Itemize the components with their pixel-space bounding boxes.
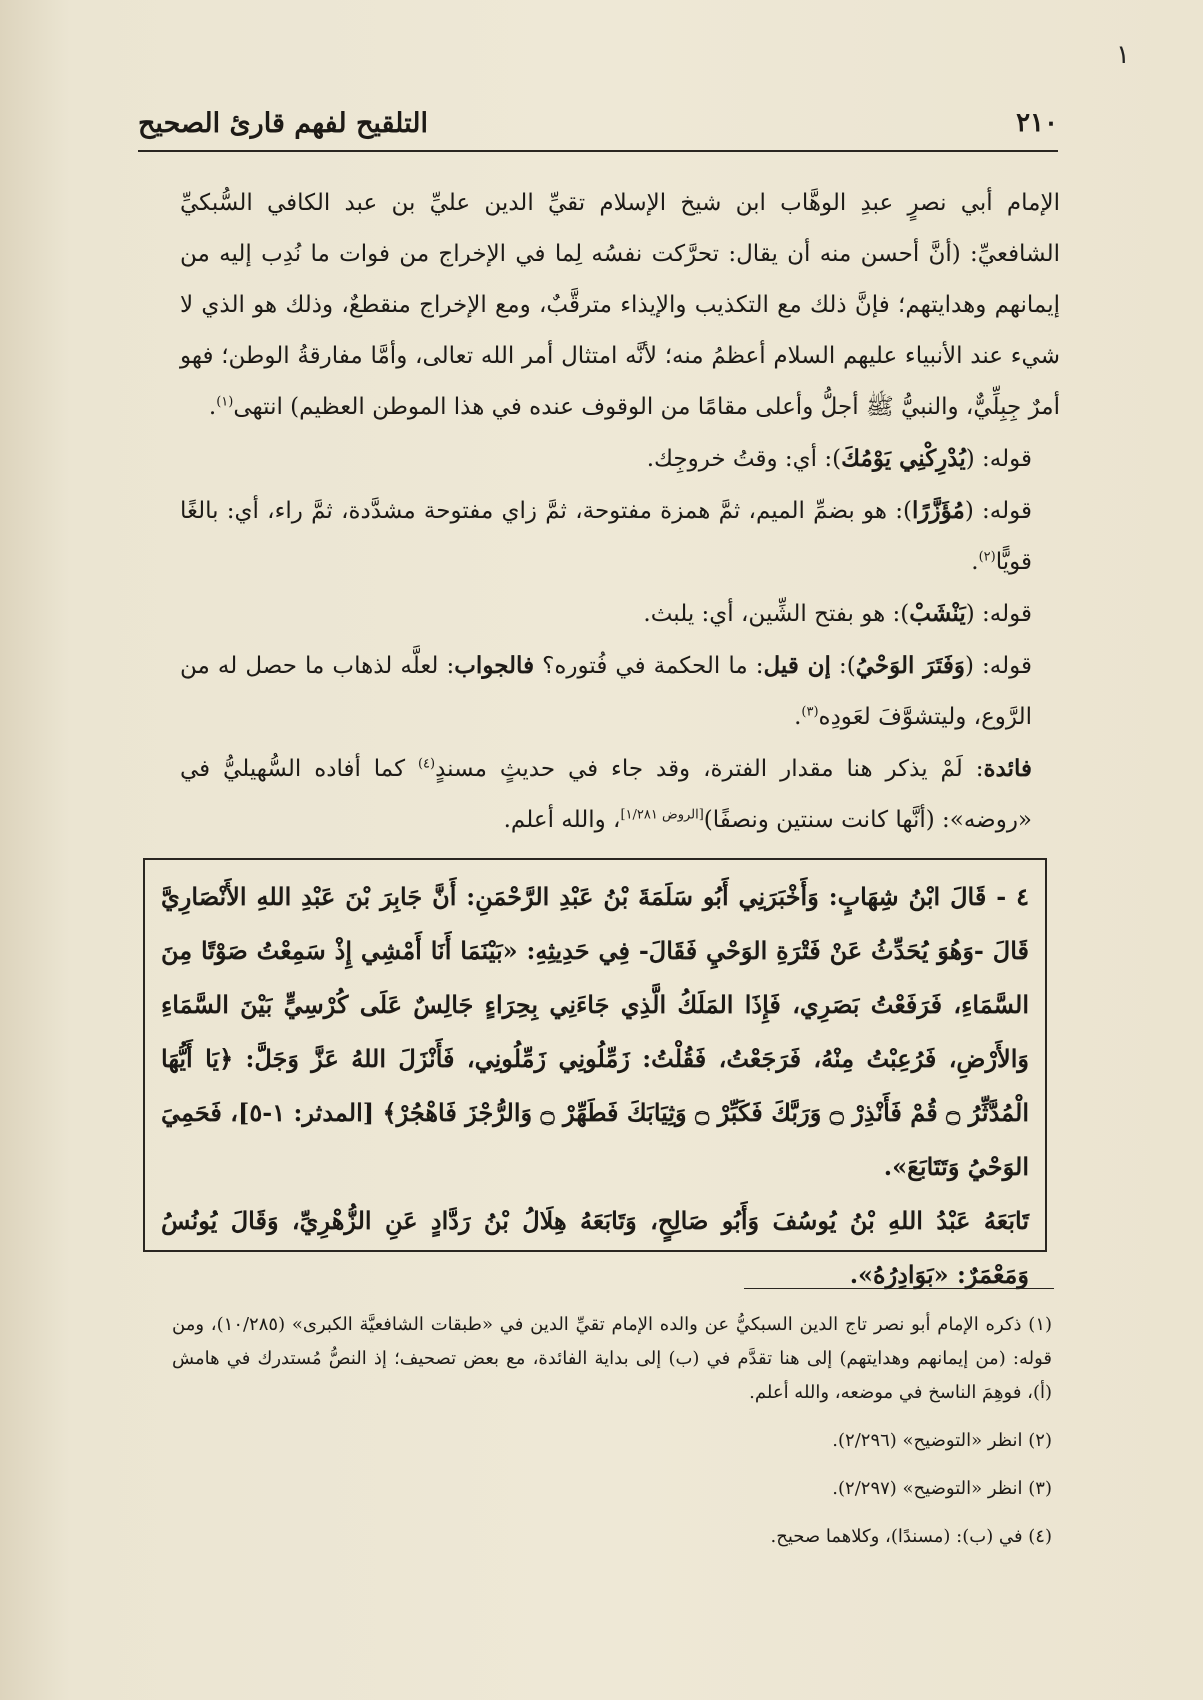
footnote: (١) ذكره الإمام أبو نصر تاج الدين السبكيُّ عن والده الإمام تقيِّ الدين في «طبقات الشافعيَّة الكبرى» (١٠/٢٨٥)، ومن قوله: (من إيمانهم وهدايتهم) إلى هنا تقدَّم في (ب) إلى بداية الفائدة، مع بعض تصحيف؛ إذ النصُّ مُستدرك في هامش (أ)، فوهِمَ الناسخ في موضعه، والله أعلم. — [172, 1314, 1053, 1403]
answer-label: فالجواب — [454, 652, 535, 679]
main-text — [180, 178, 1060, 846]
text-segment: كما أفاده السُّهيليُّ في «روضه»: (أنَّها كانت سنتين ونصفًا) — [180, 756, 1032, 833]
paragraph-commentary: قوله: (وَفَتَرَ الوَحْيُ): إن قيل: ما الحكمة في فُتوره؟ فالجواب: لعلَّه لذهاب ما حصل له من الرَّوع، وليتشوَّفَ لعَودِه$^{(٣)}$. — [180, 652, 1032, 730]
running-header — [138, 104, 1058, 152]
page-number: ٢١٠ — [1016, 108, 1058, 138]
footnote: (٤) في (ب): (مسندًا)، وكلاهما صحيح. — [770, 1526, 1052, 1547]
lemma-word: مُؤَزَّرًا — [912, 497, 965, 524]
text-segment: ): أي: وقتُ خروجِك. — [646, 446, 842, 472]
text-segment: ): هو بضمِّ الميم، ثمَّ همزة مفتوحة، ثمَّ زاي مفتوحة مشدَّدة، ثمَّ راء، أي: بالغًا قويًّا — [180, 498, 1032, 575]
hadith-followup: تَابَعَهُ عَبْدُ اللهِ بْنُ يُوسُفَ وَأَبُو صَالِحٍ، وَتَابَعَهُ هِلَالُ بْنُ رَدَّادٍ عَنِ الزُّهْرِيِّ، وَقَالَ يُونُسُ وَمَعْمَرٌ: «بَوَادِرُهُ». — [161, 1206, 1029, 1289]
footnote: (٢) انظر «التوضيح» (٢/٢٩٦). — [832, 1430, 1052, 1451]
lemma-word: يَنْشَبْ — [909, 600, 966, 627]
footnotes — [172, 1308, 1052, 1568]
lemma-word: وَفَتَرَ الوَحْيُ — [855, 652, 965, 679]
paragraph-commentary: قوله: (مُؤَزَّرًا): هو بضمِّ الميم، ثمَّ همزة مفتوحة، ثمَّ زاي مفتوحة مشدَّدة، ثمَّ راء، أي: بالغًا قويًّا$^{(٢)}$. — [180, 497, 1033, 575]
lemma-word: يُدْرِكْنِي يَوْمُكَ — [841, 445, 966, 472]
paragraph-commentary — [180, 588, 1060, 640]
corner-number: ١ — [1116, 40, 1130, 70]
benefit-label: فائدة — [983, 755, 1032, 782]
question-label: إن قيل — [763, 652, 831, 679]
paragraph-quote: الإمام أبي نصرٍ عبدِ الوهَّاب ابن شيخ الإسلام تقيِّ الدين عليِّ بن عبد الكافي السُّبكيِّ الشافعيِّ: (أنَّ أحسن منه أن يقال: تحرَّكت نفسُه لِما في الإخراج من فوات ما نُدِب إليه من إيمانهم وهدايتهم؛ فإنَّ ذلك مع التكذيب والإيذاء مترقَّبٌ، ومع الإخراج منقطعٌ، وذلك هو الذي لا شيء عند الأنبياء عليهم السلام أعظمُ منه؛ لأنَّه امتثال أمر الله تعالى، وأمَّا مفارقةُ الوطن؛ فهو أمرٌ جِبِلِّيٌّ، والنبيُّ ﷺ أجلُّ وأعلى مقامًا من الوقوف عنده في هذا الموطن العظيم) انتهى$^{(١)}$. — [180, 190, 1060, 420]
text-segment: : لَمْ يذكر هنا مقدار الفترة، وقد جاء في حديثٍ مسندٍ — [435, 756, 984, 782]
text-segment: قوله: ( — [965, 446, 1032, 472]
footnote-ref: (٢) — [978, 549, 996, 565]
hadith-box — [143, 858, 1047, 1289]
paragraph-text: الإمام أبي نصرٍ عبدِ الوهَّاب ابن شيخ الإسلام تقيِّ الدين عليِّ بن عبد الكافي السُّبكيِّ الشافعيِّ: (أنَّ أحسن منه أن يقال: تحرَّكت نفسُه لِما في الإخراج من فوات ما نُدِب إليه من إيمانهم وهدايتهم؛ فإنَّ ذلك مع التكذيب والإيذاء مترقَّبٌ، ومع الإخراج منقطعٌ، وذلك هو الذي لا شيء عند الأنبياء عليهم السلام أعظمُ منه؛ لأنَّه امتثال أمر الله تعالى، وأمَّا مفارقةُ الوطن؛ فهو أمرٌ جِبِلِّيٌّ، والنبيُّ ﷺ أجلُّ وأعلى مقامًا من الوقوف عنده في هذا الموطن العظيم) انتهى — [180, 190, 1060, 420]
text-segment: : لعلَّه لذهاب ما حصل له من الرَّوع، وليتشوَّفَ لعَودِه — [180, 653, 1032, 730]
source-ref: [الروض ١/٢٨١] — [620, 807, 704, 823]
text-segment: : ما الحكمة في فُتوره؟ — [534, 653, 764, 679]
paragraph-commentary — [180, 433, 1060, 485]
footnote-separator — [744, 1288, 1054, 1289]
text-segment: قوله: ( — [964, 498, 1033, 524]
footnote-ref: (٣) — [801, 704, 819, 720]
footnote: (٣) انظر «التوضيح» (٢/٢٩٧). — [832, 1478, 1052, 1499]
text-segment: ): هو بفتح الشِّين، أي: يلبث. — [643, 601, 910, 627]
text-segment: قوله: ( — [965, 601, 1032, 627]
paragraph-benefit — [180, 743, 1060, 846]
text-segment: قوله: ( — [964, 653, 1032, 679]
footnote-ref: (٤) — [417, 756, 436, 772]
text-segment: ، والله أعلم. — [503, 807, 621, 833]
hadith-text: ٤ - قَالَ ابْنُ شِهَابٍ: وَأَخْبَرَنِي أَبُو سَلَمَةَ بْنُ عَبْدِ الرَّحْمَنِ: أَنَّ جَابِرَ بْنَ عَبْدِ اللهِ الأَنْصَارِيَّ قَالَ -وَهُوَ يُحَدِّثُ عَنْ فَتْرَةِ الوَحْيِ فَقَالَ- فِي حَدِيثِهِ: «بَيْنَمَا أَنَا أَمْشِي إِذْ سَمِعْتُ صَوْتًا مِنَ السَّمَاءِ، فَرَفَعْتُ بَصَرِي، فَإِذَا المَلَكُ الَّذِي جَاءَنِي بِحِرَاءٍ جَالِسٌ عَلَى كُرْسِيٍّ بَيْنَ السَّمَاءِ وَالأَرْضِ، فَرُعِبْتُ مِنْهُ، فَرَجَعْتُ، فَقُلْتُ: زَمِّلُونِي زَمِّلُونِي، فَأَنْزَلَ اللهُ عَزَّ وَجَلَّ: ﴿يَا أَيُّهَا الْمُدَّثِّرُ ۝ قُمْ فَأَنْذِرْ ۝ وَرَبَّكَ فَكَبِّرْ ۝ وَثِيَابَكَ فَطَهِّرْ ۝ وَالرُّجْزَ فَاهْجُرْ﴾ [المدثر: ١-٥]، فَحَمِيَ الوَحْيُ وَتَتَابَعَ». — [161, 882, 1030, 1181]
text-segment: ): — [830, 653, 856, 679]
running-title: التلقيح لفهم قارئ الصحيح — [138, 108, 428, 139]
footnote-ref: (١) — [216, 394, 234, 410]
